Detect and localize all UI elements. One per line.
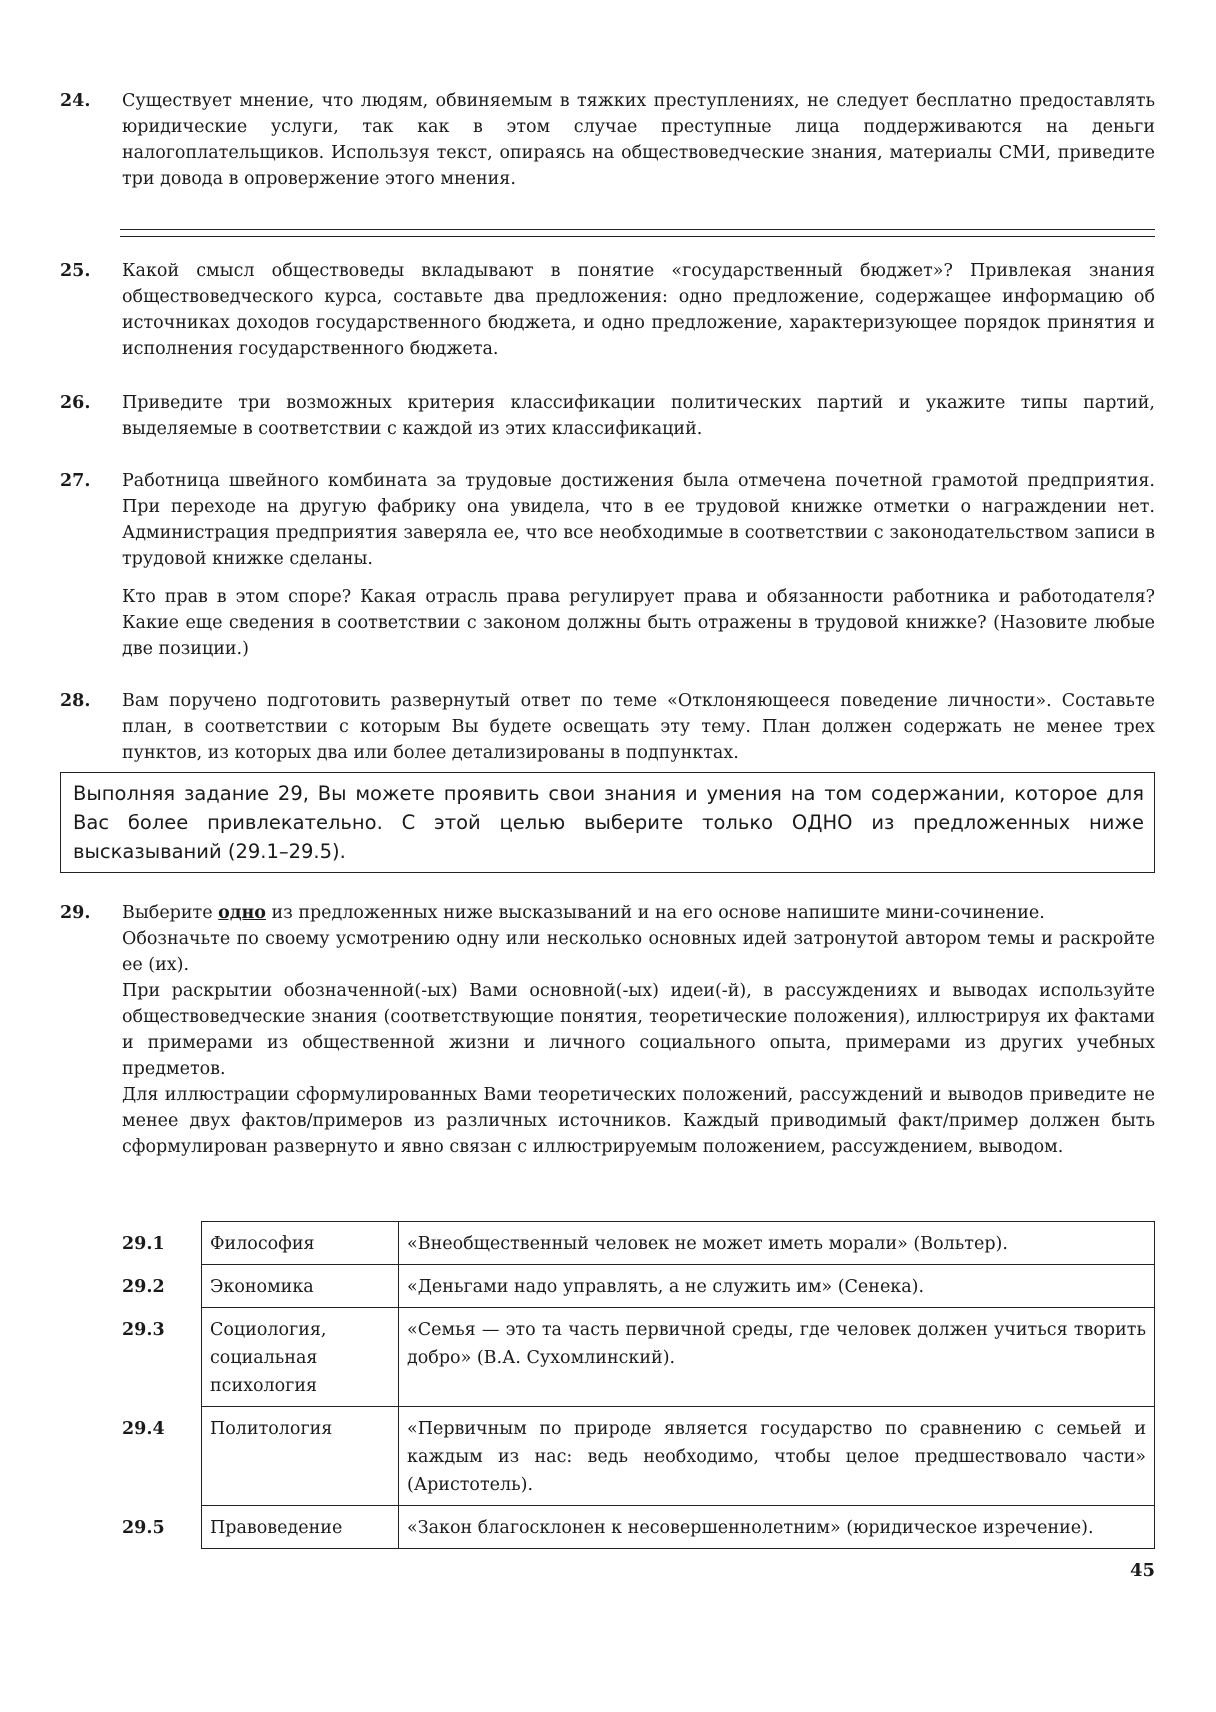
- page-number: 45: [1129, 1560, 1155, 1581]
- statement-code: 29.2: [122, 1276, 165, 1297]
- statement-subject: Политология: [202, 1407, 399, 1506]
- task-paragraph: Для иллюстрации сформулированных Вами теоретических положений, рассуждений и выводов приведите не менее двух фактов/примеров из различных источников. Каждый приводимый факт/пример должен быть сформулирован развернуто и явно связан с иллюстрируемым положением, рассуждением, выводом.: [122, 1085, 1155, 1157]
- task-26: [60, 390, 1155, 442]
- emphasis-word: одно: [218, 903, 266, 923]
- statement-subject: Философия: [202, 1222, 399, 1265]
- statement-quote: «Внеобщественный человек не может иметь морали» (Вольтер).: [399, 1222, 1155, 1265]
- statement-quote: «Семья — это та часть первичной среды, где человек должен учиться творить добро» (В.А. Сухомлинский).: [399, 1308, 1155, 1407]
- task-paragraph: Работница швейного комбината за трудовые достижения была отмечена почетной грамотой предприятия. При переходе на другую фабрику она увидела, что в ее трудовой книжке отметки о награждении нет. Администрация предприятия заверяла ее, что все необходимые в соответствии с законодательством записи в трудовой книжке сделаны.: [122, 471, 1155, 569]
- task-paragraph: При раскрытии обозначенной(-ых) Вами основной(-ых) идеи(-й), в рассуждениях и выводах используйте обществоведческие знания (соответствующие понятия, теоретические положения), иллюстрируя их фактами и примерами из общественной жизни и личного социального опыта, примерами из других учебных предметов.: [122, 981, 1155, 1079]
- task-number: 25.: [60, 261, 91, 281]
- task-paragraph: Обозначьте по своему усмотрению одну или несколько основных идей затронутой автором темы и раскройте ее (их).: [122, 929, 1155, 975]
- task-paragraph: Существует мнение, что людям, обвиняемым в тяжких преступлениях, не следует бесплатно предоставлять юридические услуги, так как в этом случае преступные лица поддерживаются на деньги налогоплательщиков. Используя текст, опираясь на обществоведческие знания, материалы СМИ, приведите три довода в опровержение этого мнения.: [122, 91, 1155, 189]
- task-number: 27.: [60, 471, 91, 491]
- task-paragraph: Приведите три возможных критерия классификации политических партий и укажите типы партий, выделяемые в соответствии с каждой из этих классификаций.: [122, 393, 1155, 439]
- table-row: [120, 1222, 1155, 1265]
- task-25: [60, 258, 1155, 362]
- statement-quote: «Первичным по природе является государство по сравнению с семьей и каждым из нас: ведь необходимо, чтобы целое предшествовало части» (Аристотель).: [399, 1407, 1155, 1506]
- statements-table: [120, 1221, 1155, 1549]
- task-text: [122, 688, 1155, 766]
- task-text: [122, 258, 1155, 362]
- statement-subject: Правоведение: [202, 1506, 399, 1549]
- task-paragraph: Вам поручено подготовить развернутый ответ по теме «Отклоняющееся поведение личности». Составьте план, в соответствии с которым Вы будете освещать эту тему. План должен содержать не менее трех пунктов, из которых два или более детализированы в подпунктах.: [122, 691, 1155, 763]
- task-number: 26.: [60, 393, 91, 413]
- task-27: [60, 468, 1155, 662]
- table-row: [120, 1407, 1155, 1506]
- statement-subject: Социология, социальная психология: [202, 1308, 399, 1407]
- task-number: 29.: [60, 903, 91, 923]
- statement-quote: «Закон благосклонен к несовершеннолетним» (юридическое изречение).: [399, 1506, 1155, 1549]
- task-paragraph: Кто прав в этом споре? Какая отрасль права регулирует права и обязанности работника и работодателя? Какие еще сведения в соответствии с законом должны быть отражены в трудовой книжке? (Назовите любые две позиции.): [122, 587, 1155, 659]
- task-24: [60, 88, 1155, 192]
- task-text: [122, 900, 1155, 1160]
- task-intro: Выберите одно из предложенных ниже высказываний и на его основе напишите мини-сочинение.: [122, 903, 1045, 923]
- statement-quote: «Деньгами надо управлять, а не служить им» (Сенека).: [399, 1265, 1155, 1308]
- task-text: [122, 468, 1155, 662]
- statement-code: 29.3: [122, 1319, 165, 1340]
- task-number: 28.: [60, 691, 91, 711]
- answer-lines: [120, 229, 1155, 237]
- table-row: [120, 1265, 1155, 1308]
- task-paragraph: Какой смысл обществоведы вкладывают в понятие «государственный бюджет»? Привлекая знания обществоведческого курса, составьте два предложения: одно предложение, содержащее информацию об источниках доходов государственного бюджета, и одно предложение, характеризующее порядок принятия и исполнения государственного бюджета.: [122, 261, 1155, 359]
- task-29-note: Выполняя задание 29, Вы можете проявить свои знания и умения на том содержании, которое для Вас более привлекательно. С этой целью выберите только ОДНО из предложенных ниже высказываний (29.1–29.5).: [60, 772, 1155, 873]
- statement-code: 29.5: [122, 1517, 165, 1538]
- table-row: [120, 1308, 1155, 1407]
- statement-code: 29.4: [122, 1418, 165, 1439]
- statement-code: 29.1: [122, 1233, 165, 1254]
- task-text: [122, 390, 1155, 442]
- table-row: [120, 1506, 1155, 1549]
- task-28: [60, 688, 1155, 766]
- task-text: [122, 88, 1155, 192]
- statement-subject: Экономика: [202, 1265, 399, 1308]
- task-29: [60, 900, 1155, 1160]
- task-number: 24.: [60, 91, 91, 111]
